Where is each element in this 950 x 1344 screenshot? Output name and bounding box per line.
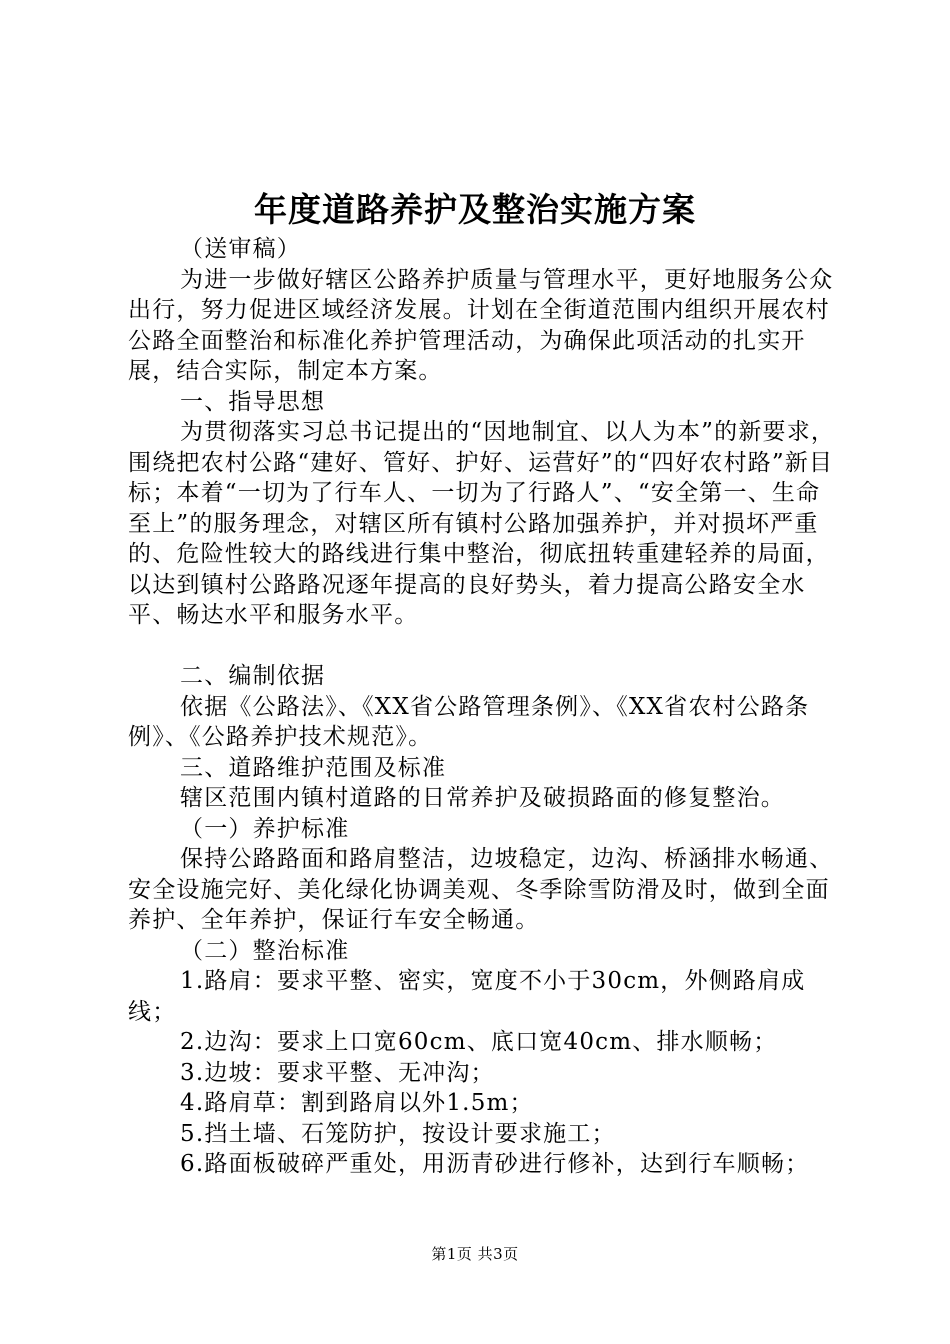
section-heading-basis: 二、编制依据 <box>180 663 326 689</box>
list-item: 1.路肩：要求平整、密实，宽度不小于30cm，外侧路肩成线； <box>128 968 806 1025</box>
page-number-footer: 第1页 共3页 <box>431 1245 519 1263</box>
subsection-heading-maintenance-standard: （一）养护标准 <box>180 815 350 842</box>
basis-paragraph: 依据《公路法》、《XX省公路管理条例》、《XX省农村公路条例》、《公路养护技术规范》。 <box>128 693 810 750</box>
intro-paragraph: 为进一步做好辖区公路养护质量与管理水平，更好地服务公众出行，努力促进区域经济发展。计划在全街道范围内组织开展农村公路全面整治和标准化养护管理活动，为确保此项活动的扎实开展，结合实际，制定本方案。 <box>128 266 834 384</box>
draft-status-label: （送审稿） <box>180 236 301 262</box>
list-item: 5.挡土墙、石笼防护，按设计要求施工； <box>180 1120 616 1147</box>
paragraph-spacer <box>128 631 840 662</box>
list-item: 4.路肩草：割到路肩以外1.5m； <box>180 1090 534 1116</box>
section-heading-scope: 三、道路维护范围及标准 <box>180 754 447 781</box>
scope-paragraph: 辖区范围内镇村道路的日常养护及破损路面的修复整治。 <box>180 785 785 811</box>
list-item: 6.路面板破碎严重处，用沥青砂进行修补，达到行车顺畅； <box>180 1151 810 1177</box>
subsection-heading-remediation-standard: （二）整治标准 <box>180 937 350 964</box>
list-item: 2.边沟：要求上口宽60cm、底口宽40cm、排水顺畅； <box>180 1029 778 1055</box>
list-item: 3.边坡：要求平整、无冲沟； <box>180 1059 495 1086</box>
document-body <box>128 234 840 1180</box>
guiding-ideology-paragraph: 为贯彻落实习总书记提出的“因地制宜、以人为本”的新要求，围绕把农村公路“建好、管好、护好、运营好”的“四好农村路”新目标；本着“一切为了行车人、一切为了行路人”、“安全第一、生命至上”的服务理念，对辖区所有镇村公路加强养护，并对损坏严重的、危险性较大的路线进行集中整治，彻底扭转重建轻养的局面，以达到镇村公路路况逐年提高的良好势头，着力提高公路安全水平、畅达水平和服务水平。 <box>128 419 836 628</box>
document-title: 年度道路养护及整治实施方案 <box>254 190 696 229</box>
section-heading-guiding-ideology: 一、指导思想 <box>180 388 326 415</box>
maintenance-standard-paragraph: 保持公路路面和路肩整洁，边坡稳定，边沟、桥涵排水畅通、安全设施完好、美化绿化协调美观、冬季除雪防滑及时，做到全面养护、全年养护，保证行车安全畅通。 <box>128 846 834 933</box>
